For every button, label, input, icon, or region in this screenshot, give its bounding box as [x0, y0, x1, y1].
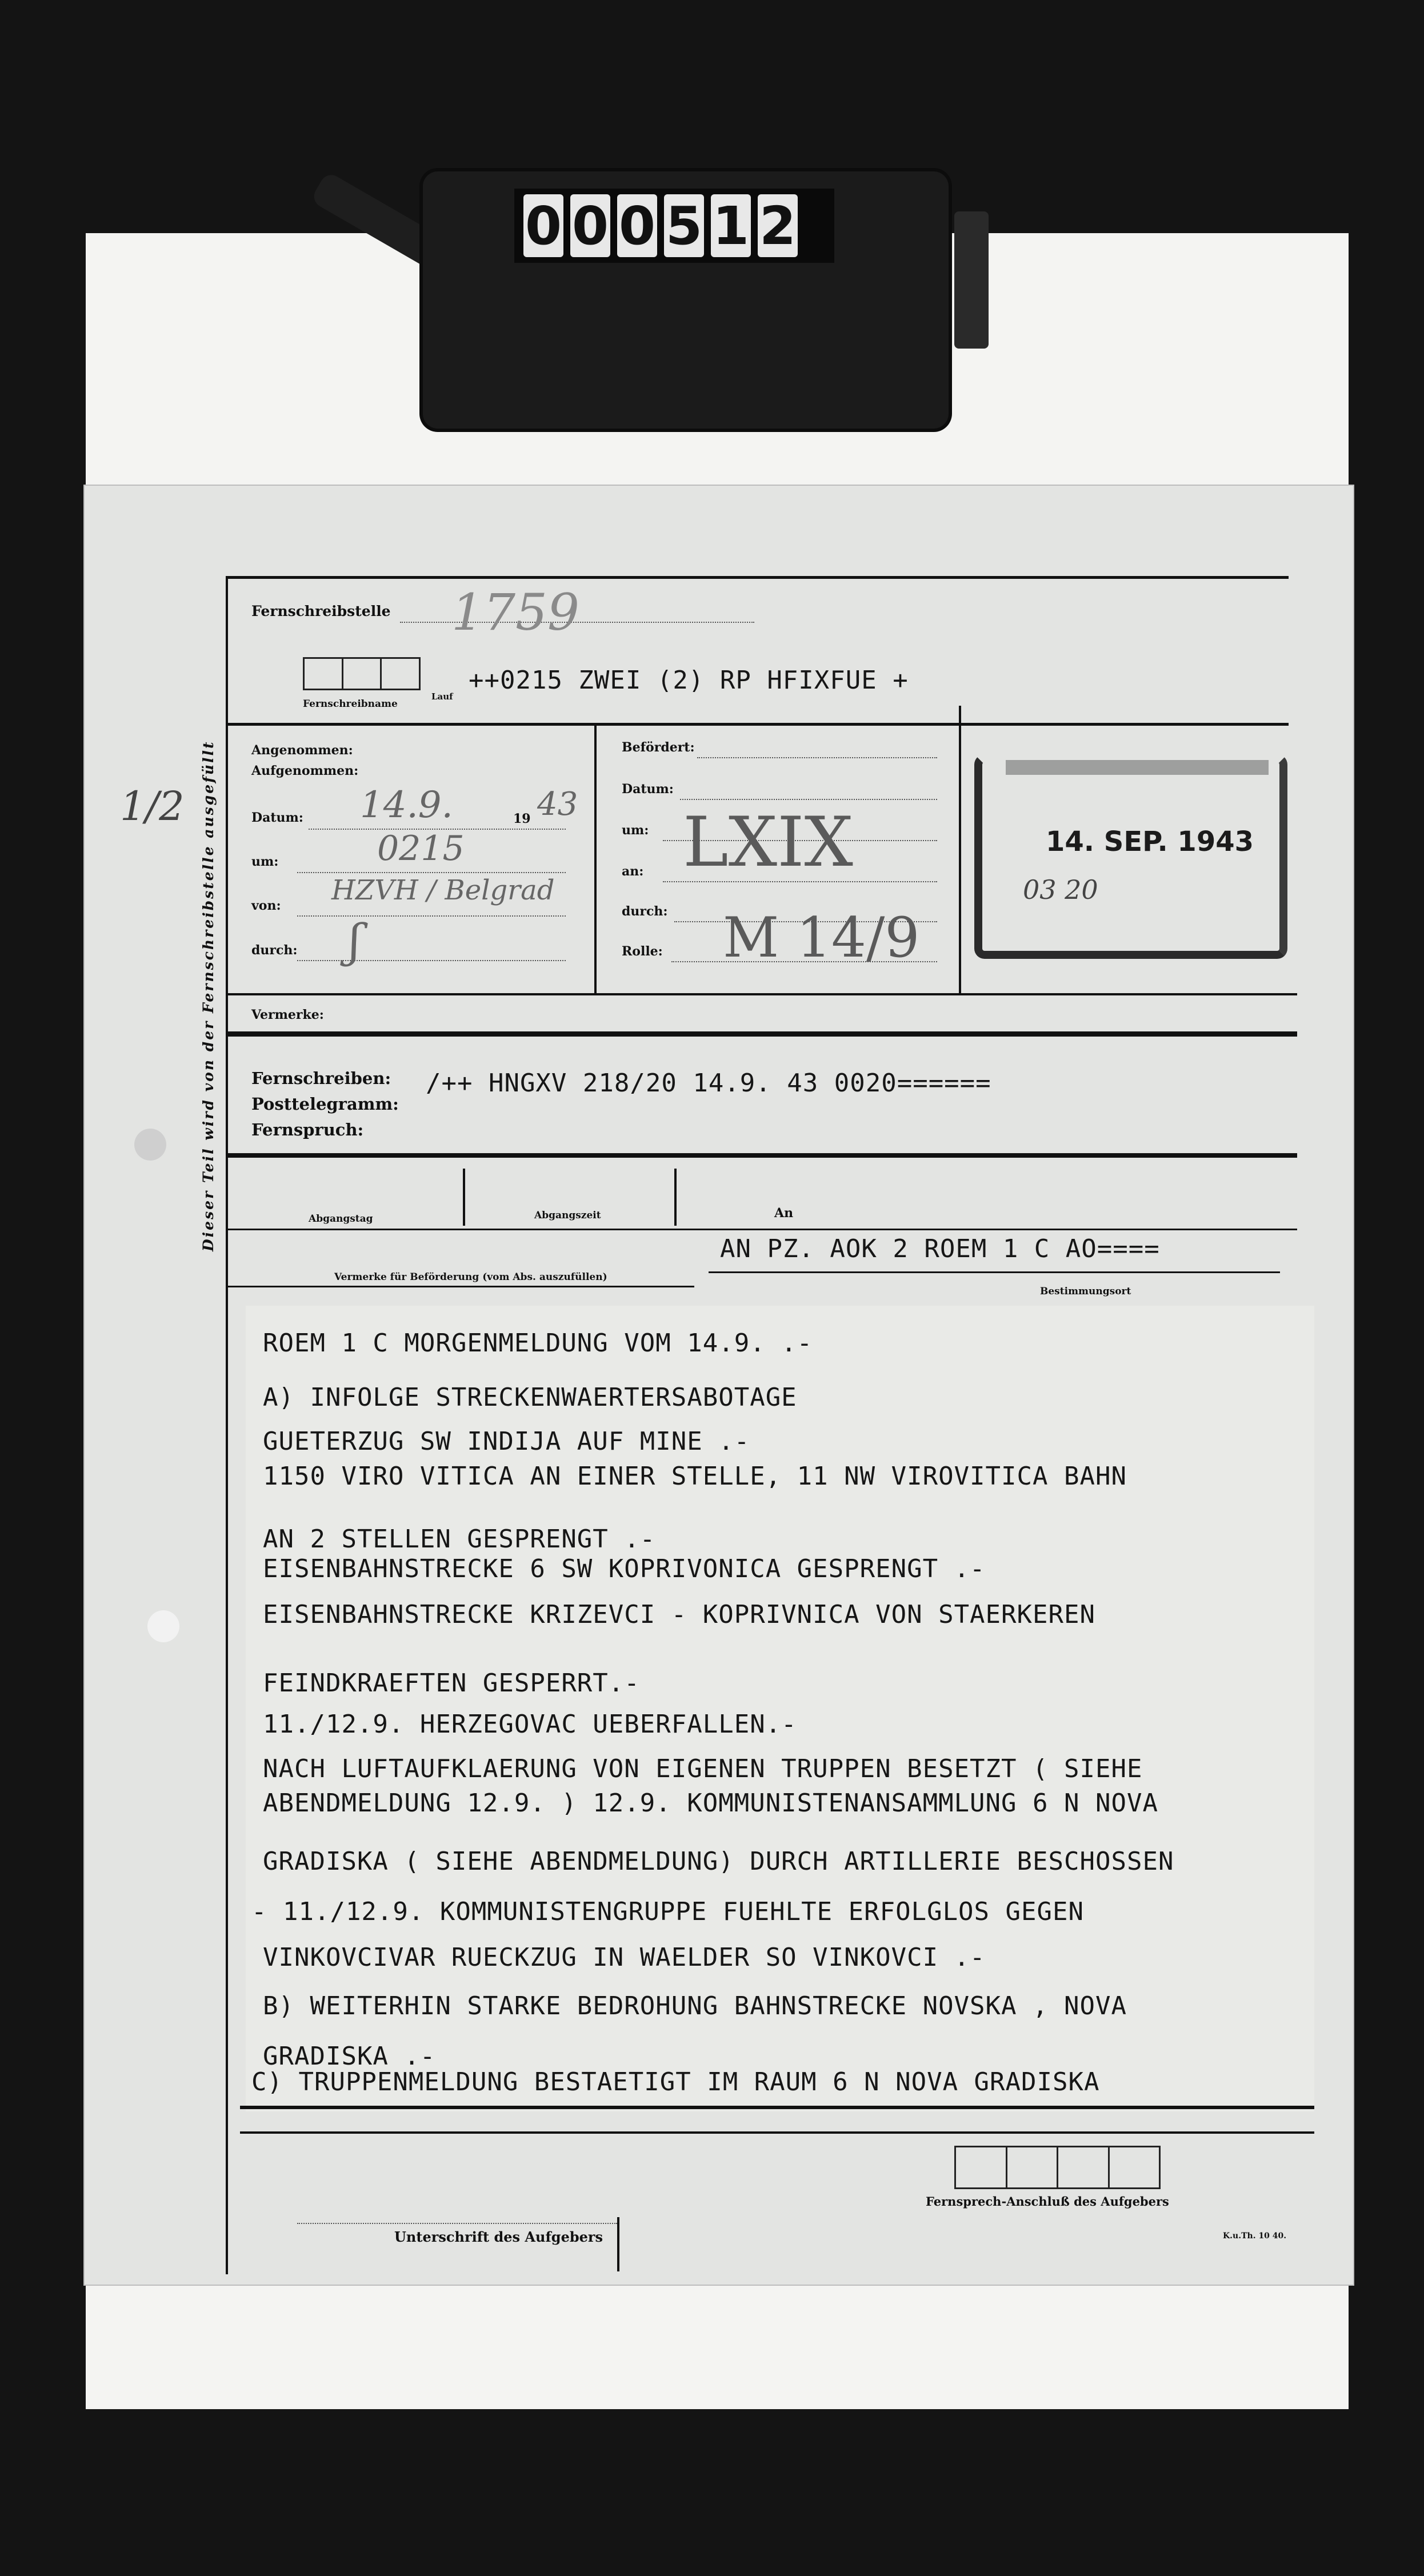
lauf-label: Lauf: [431, 691, 453, 702]
thick-rule: [226, 1153, 1297, 1158]
bestimmungsort-label: Bestimmungsort: [1040, 1286, 1131, 1297]
abgangszeit-label: Abgangszeit: [534, 1210, 601, 1221]
message-line: 1150 VIRO VITICA AN EINER STELLE, 11 NW VIROVITICA BAHN: [263, 1462, 1127, 1491]
datum-label: Datum:: [251, 810, 303, 825]
vermerke-label: Vermerke:: [251, 1007, 324, 1022]
rule: [226, 993, 1297, 995]
fernschreibstelle-label: Fernschreibstelle: [251, 603, 391, 619]
datum-label: Datum:: [622, 782, 674, 797]
befoerdert-label: Befördert:: [622, 740, 695, 755]
message-line: B) WEITERHIN STARKE BEDROHUNG BAHNSTRECKE NOVSKA , NOVA: [263, 1991, 1127, 2021]
lauf-line: ++0215 ZWEI (2) RP HFIXFUE +: [469, 666, 909, 695]
counter-knob: [954, 211, 989, 349]
rolle-label: Rolle:: [622, 944, 663, 959]
posttelegramm-label: Posttelegramm:: [251, 1094, 399, 1114]
column-divider: [594, 723, 597, 994]
rule: [240, 2131, 1314, 2134]
handwritten-number: 1759: [451, 583, 579, 642]
message-line: A) INFOLGE STRECKENWAERTERSABOTAGE: [263, 1383, 797, 1412]
unterschrift-label: Unterschrift des Aufgebers: [394, 2229, 603, 2245]
column-divider: [617, 2217, 619, 2271]
form-code: K.u.Th. 10 40.: [1223, 2231, 1287, 2241]
transmission-line: /++ HNGXV 218/20 14.9. 43 0020======: [426, 1069, 991, 1098]
counter-digit: 0: [617, 194, 657, 257]
counter-window: [514, 189, 834, 263]
abgangstag-label: Abgangstag: [309, 1213, 373, 1225]
message-line: EISENBAHNSTRECKE 6 SW KOPRIVONICA GESPRENGT .-: [263, 1554, 986, 1583]
message-line: ABENDMELDUNG 12.9. ) 12.9. KOMMUNISTENANSAMMLUNG 6 N NOVA: [263, 1789, 1158, 1818]
rule: [709, 1271, 1280, 1273]
durch-label: durch:: [622, 904, 668, 919]
rule: [226, 1286, 694, 1287]
durch-label: durch:: [251, 943, 298, 958]
an-value: LXIX: [683, 803, 853, 882]
message-line: FEINDKRAEFTEN GESPERRT.-: [263, 1669, 640, 1698]
sidebar-note: Dieser Teil wird von der Fernschreibstelle ausgefüllt: [200, 740, 217, 1251]
counter-digit: 0: [570, 194, 610, 257]
message-line: GUETERZUG SW INDIJA AUF MINE .-: [263, 1427, 750, 1456]
message-line: GRADISKA ( SIEHE ABENDMELDUNG) DURCH ARTILLERIE BESCHOSSEN: [263, 1847, 1174, 1876]
fernspruch-label: Fernspruch:: [251, 1120, 364, 1139]
punch-hole: [134, 1129, 166, 1161]
message-line: - 11./12.9. KOMMUNISTENGRUPPE FUEHLTE ERFOLGLOS GEGEN: [251, 1897, 1084, 1926]
rule: [226, 1229, 1297, 1230]
year-prefix: 19: [513, 811, 531, 826]
fernschreibname-boxes: [303, 657, 421, 690]
counter-digit: 1: [711, 194, 751, 257]
datum-value: 14.9.: [360, 784, 453, 826]
phone-number-boxes: [954, 2146, 1161, 2189]
message-line: GRADISKA .-: [263, 2042, 436, 2071]
message-line: C) TRUPPENMELDUNG BESTAETIGT IM RAUM 6 N NOVA GRADISKA: [251, 2067, 1100, 2097]
um-label: um:: [622, 823, 649, 838]
aufgenommen-label: Aufgenommen:: [251, 763, 359, 778]
message-line: AN 2 STELLEN GESPRENGT .-: [263, 1525, 656, 1554]
rule: [226, 576, 1289, 579]
year-value: 43: [537, 786, 578, 823]
dotted-line: [297, 872, 566, 873]
message-line: 11./12.9. HERZEGOVAC UEBERFALLEN.-: [263, 1710, 797, 1739]
column-divider: [959, 706, 961, 994]
dotted-line: [297, 915, 566, 917]
rule: [226, 723, 1289, 726]
stamp-time: 03 20: [1023, 874, 1098, 905]
stamp-date: 14. SEP. 1943: [1046, 826, 1254, 858]
von-value: HZVH / Belgrad: [331, 874, 555, 906]
an-label: An: [774, 1206, 794, 1221]
dotted-line: [680, 799, 937, 800]
punch-hole: [147, 1610, 179, 1642]
message-line: NACH LUFTAUFKLAERUNG VON EIGENEN TRUPPEN BESETZT ( SIEHE: [263, 1754, 1143, 1783]
fernschreiben-label: Fernschreiben:: [251, 1069, 391, 1088]
message-line: ROEM 1 C MORGENMELDUNG VOM 14.9. .-: [263, 1329, 813, 1358]
um-label: um:: [251, 854, 279, 869]
dotted-line: [297, 960, 566, 961]
message-line: EISENBAHNSTRECKE KRIZEVCI - KOPRIVNICA VON STAERKEREN: [263, 1600, 1095, 1629]
counter-digit: 0: [523, 194, 563, 257]
column-divider: [674, 1169, 677, 1226]
thick-rule: [240, 2106, 1314, 2109]
dotted-line: [697, 757, 937, 758]
margin-mark: 1/2: [120, 783, 185, 830]
column-divider: [463, 1169, 465, 1226]
an-label: an:: [622, 864, 644, 879]
counter-digit: 2: [758, 194, 798, 257]
thick-rule: [226, 1031, 1297, 1037]
um-value: 0215: [377, 829, 465, 869]
von-label: von:: [251, 898, 281, 913]
recipient-line: AN PZ. AOK 2 ROEM 1 C AO====: [720, 1234, 1160, 1263]
dotted-line: [297, 2223, 617, 2224]
rolle-value: M 14/9: [723, 906, 920, 970]
message-line: VINKOVCIVAR RUECKZUG IN WAELDER SO VINKOVCI .-: [263, 1943, 986, 1972]
fernsprech-label: Fernsprech-Anschluß des Aufgebers: [926, 2194, 1169, 2209]
vermerke-befoerderung-label: Vermerke für Beförderung (vom Abs. auszufüllen): [334, 1271, 607, 1283]
handwritten-signature: ʃ: [349, 914, 361, 967]
stamp-smudge: [1006, 760, 1269, 775]
fernschreibname-label: Fernschreibname: [303, 698, 398, 710]
angenommen-label: Angenommen:: [251, 743, 353, 758]
counter-digit: 5: [664, 194, 704, 257]
